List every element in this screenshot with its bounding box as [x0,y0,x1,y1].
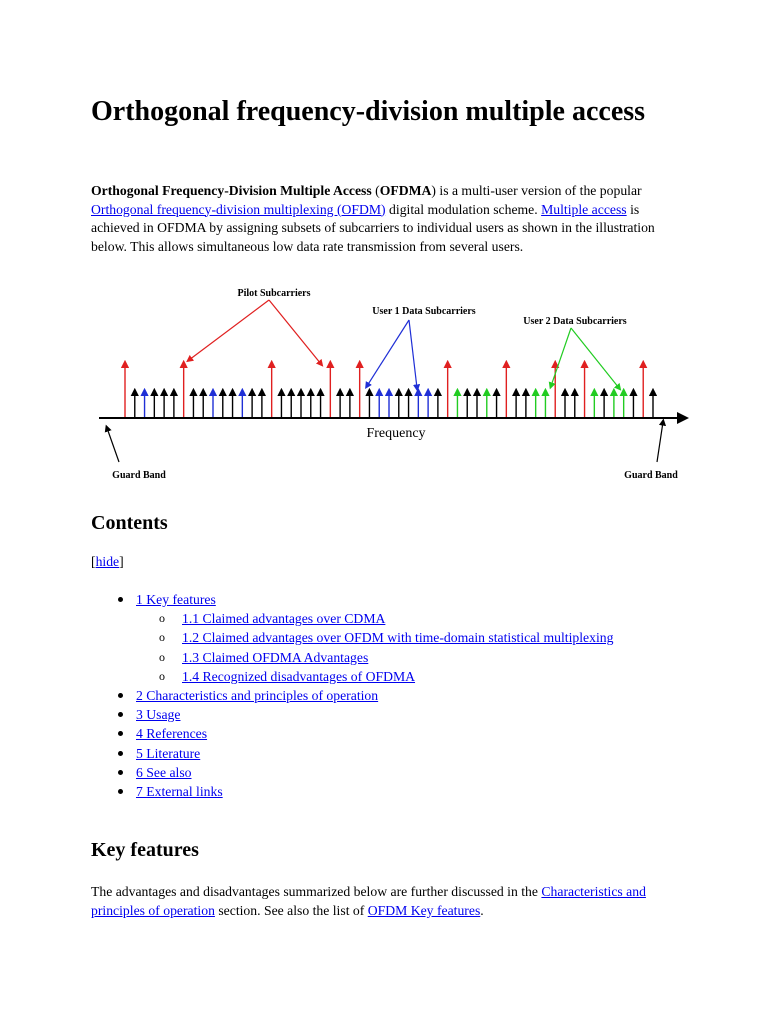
sub-bullet-icon: o [159,630,165,645]
hide-toc-link[interactable]: hide [95,554,120,569]
toc-link[interactable]: 1.4 Recognized disadvantages of OFDMA [182,668,416,684]
kf-text-3: . [480,903,484,918]
subcarrier-arrows [125,364,653,417]
guard-band-left-label: Guard Band [112,470,166,481]
intro-paragraph [91,182,691,256]
sub-bullet-icon: o [159,668,165,683]
user2-pointer-right [571,328,619,388]
guard-band-left-pointer [107,428,119,462]
user2-pointer-left [551,328,571,386]
key-features-paragraph [91,882,691,920]
pilot-pointer-right [269,300,321,364]
key-features-heading: Key features [91,839,199,861]
guard-band-right-pointer [657,422,663,462]
user2-subcarriers-label: User 2 Data Subcarriers [523,316,627,327]
user1-pointer-left [367,320,409,386]
toc-link[interactable]: 5 Literature [136,745,201,761]
sub-bullet-icon: o [159,611,165,626]
user1-pointer-right [409,320,417,388]
kf-text-1: The advantages and disadvantages summarized below are further discussed in the [91,884,542,899]
bullet-icon [118,712,123,717]
bullet-icon [118,789,123,794]
toc-link[interactable]: 6 See also [136,764,192,780]
intro-text-1: ) is a multi-user version of the popular [431,183,642,198]
bullet-icon [118,693,123,698]
pilot-pointer-left [189,300,269,360]
bullet-icon [118,597,123,602]
intro-text-2: digital modulation scheme. [385,201,542,217]
intro-bold-abbr: OFDMA [379,183,432,198]
page-title: Orthogonal frequency-division multiple access [91,96,646,127]
kf-text-2: section. See also the list of [214,903,368,918]
hide-toggle-line [91,554,124,570]
toc-link[interactable]: 1.1 Claimed advantages over CDMA [182,611,386,627]
guard-band-right-label: Guard Band [624,470,678,481]
hide-bracket-close: ] [119,554,124,569]
intro-bold-name: Orthogonal Frequency-Division Multiple Access [91,183,372,198]
user1-subcarriers-label: User 1 Data Subcarriers [372,306,476,317]
toc-link[interactable]: 1.3 Claimed OFDMA Advantages [182,649,369,665]
hide-bracket-open: [ [91,554,96,569]
multiple-access-link[interactable]: Multiple access [541,201,627,217]
toc-link[interactable]: 3 Usage [136,707,181,723]
contents-heading: Contents [91,512,168,534]
intro-paren: ( [371,183,380,198]
bullet-icon [118,770,123,775]
frequency-label: Frequency [366,426,426,441]
intro-text-3: is achieved in OFDMA by assigning subsets of subcarriers to individual users as shown in the illustration below. This allows simultaneous low data rate transmission from several users. [91,201,655,254]
ofdm-link[interactable]: Orthogonal frequency-division multiplexing (OFDM) [91,201,386,217]
ofdm-key-features-link[interactable]: OFDM Key features [367,903,481,918]
bullet-icon [118,751,123,756]
toc-link[interactable]: 4 References [136,726,208,742]
toc-link[interactable]: 1 Key features [136,592,216,607]
toc-link[interactable]: 2 Characteristics and principles of operation [136,687,379,703]
pilot-subcarriers-label: Pilot Subcarriers [237,288,311,299]
toc-link[interactable]: 7 External links [136,783,223,799]
bullet-icon [118,731,123,736]
toc-link[interactable]: 1.2 Claimed advantages over OFDM with time-domain statistical multiplexing [182,630,614,646]
sub-bullet-icon: o [159,649,165,664]
characteristics-link[interactable]: Characteristics and principles of operation [91,884,646,918]
ofdma-subcarrier-diagram [91,282,691,482]
